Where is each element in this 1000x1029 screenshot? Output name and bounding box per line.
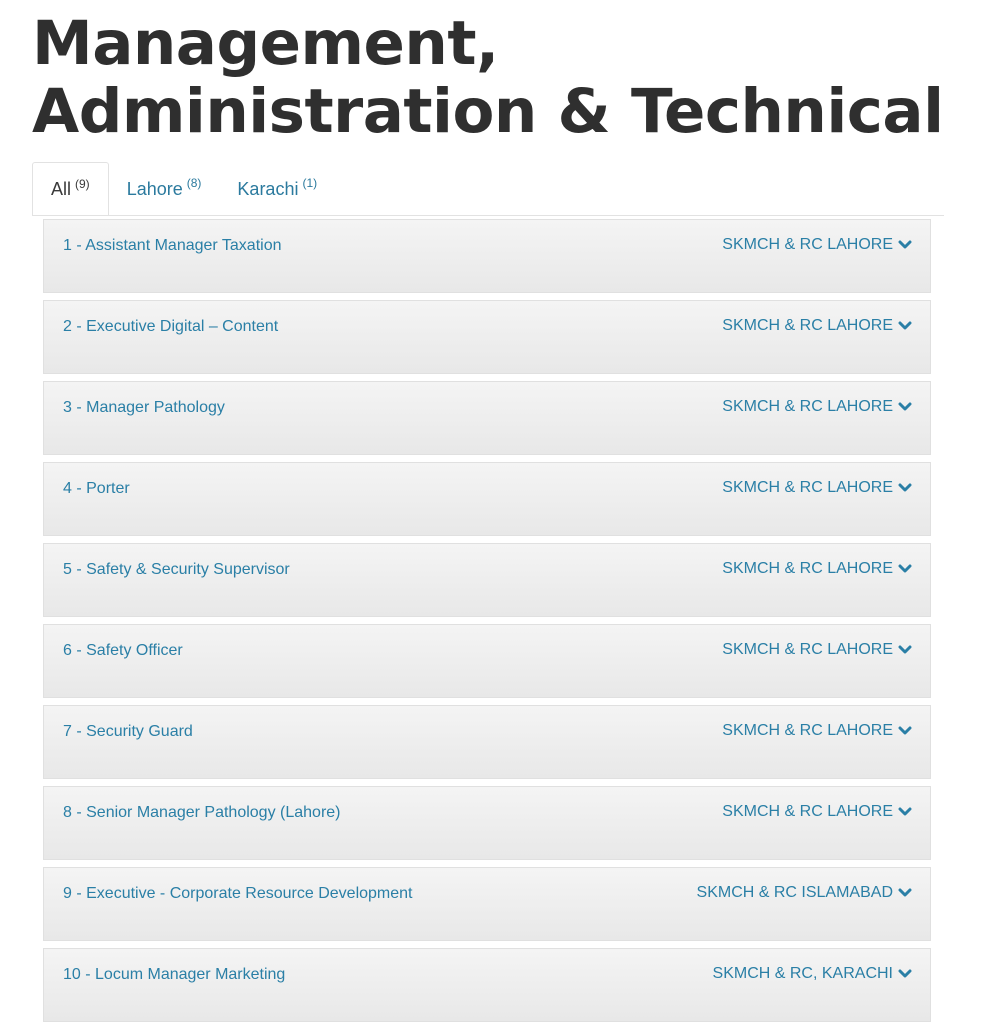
tab-label: All	[51, 179, 72, 199]
jobs-panel	[32, 215, 944, 1025]
job-location-label: SKMCH & RC LAHORE	[722, 236, 893, 253]
tab-all[interactable]	[32, 162, 109, 216]
job-row[interactable]	[43, 543, 931, 617]
job-row[interactable]	[43, 381, 931, 455]
job-location-label: SKMCH & RC LAHORE	[722, 722, 893, 739]
job-row[interactable]	[43, 786, 931, 860]
job-title[interactable]: 5 - Safety & Security Supervisor	[63, 561, 290, 578]
job-row[interactable]	[43, 867, 931, 941]
job-row[interactable]	[43, 462, 931, 536]
chevron-down-icon[interactable]	[898, 562, 912, 576]
job-row[interactable]	[43, 300, 931, 374]
job-location-label: SKMCH & RC LAHORE	[722, 641, 893, 658]
job-title[interactable]: 8 - Senior Manager Pathology (Lahore)	[63, 804, 341, 821]
job-title[interactable]: 2 - Executive Digital – Content	[63, 318, 279, 335]
job-row[interactable]	[43, 624, 931, 698]
chevron-down-icon[interactable]	[898, 886, 912, 900]
tab-karachi[interactable]	[219, 162, 335, 216]
job-location[interactable]	[722, 317, 912, 335]
chevron-down-icon[interactable]	[898, 643, 912, 657]
chevron-down-icon[interactable]	[898, 481, 912, 495]
job-title[interactable]: 7 - Security Guard	[63, 723, 193, 740]
job-title[interactable]: 3 - Manager Pathology	[63, 399, 225, 416]
tab-lahore[interactable]	[109, 162, 220, 216]
job-location[interactable]	[722, 236, 912, 254]
job-title[interactable]: 1 - Assistant Manager Taxation	[63, 237, 282, 254]
job-title[interactable]: 9 - Executive - Corporate Resource Development	[63, 885, 413, 902]
tab-label: Lahore	[126, 178, 183, 199]
job-row[interactable]	[43, 705, 931, 779]
job-location[interactable]	[722, 722, 912, 740]
page-title: Management, Administration & Technical	[32, 8, 944, 147]
job-location[interactable]	[722, 398, 912, 416]
job-row[interactable]	[43, 948, 931, 1022]
chevron-down-icon[interactable]	[898, 319, 912, 333]
chevron-down-icon[interactable]	[898, 400, 912, 414]
job-location[interactable]	[713, 965, 912, 983]
job-location-label: SKMCH & RC, KARACHI	[712, 965, 893, 982]
job-list	[43, 219, 931, 1029]
location-tabs	[32, 162, 944, 216]
tab-count: (9)	[75, 176, 90, 191]
job-title[interactable]: 4 - Porter	[63, 480, 130, 497]
job-title[interactable]: 10 - Locum Manager Marketing	[63, 966, 286, 983]
job-location[interactable]	[722, 803, 912, 821]
job-location[interactable]	[722, 641, 912, 659]
job-location-label: SKMCH & RC LAHORE	[722, 317, 893, 334]
chevron-down-icon[interactable]	[898, 724, 912, 738]
tab-label: Karachi	[237, 178, 299, 199]
job-location[interactable]	[697, 884, 912, 902]
tab-count: (1)	[302, 176, 318, 190]
chevron-down-icon[interactable]	[898, 805, 912, 819]
job-location-label: SKMCH & RC LAHORE	[722, 479, 893, 496]
job-title[interactable]: 6 - Safety Officer	[63, 642, 183, 659]
job-location-label: SKMCH & RC ISLAMABAD	[696, 884, 893, 901]
job-location-label: SKMCH & RC LAHORE	[722, 803, 893, 820]
tab-count: (8)	[186, 176, 202, 190]
job-location[interactable]	[722, 479, 912, 497]
chevron-down-icon[interactable]	[898, 967, 912, 981]
job-location-label: SKMCH & RC LAHORE	[722, 560, 893, 577]
chevron-down-icon[interactable]	[898, 238, 912, 252]
job-row[interactable]	[43, 219, 931, 293]
job-location[interactable]	[722, 560, 912, 578]
job-location-label: SKMCH & RC LAHORE	[722, 398, 893, 415]
